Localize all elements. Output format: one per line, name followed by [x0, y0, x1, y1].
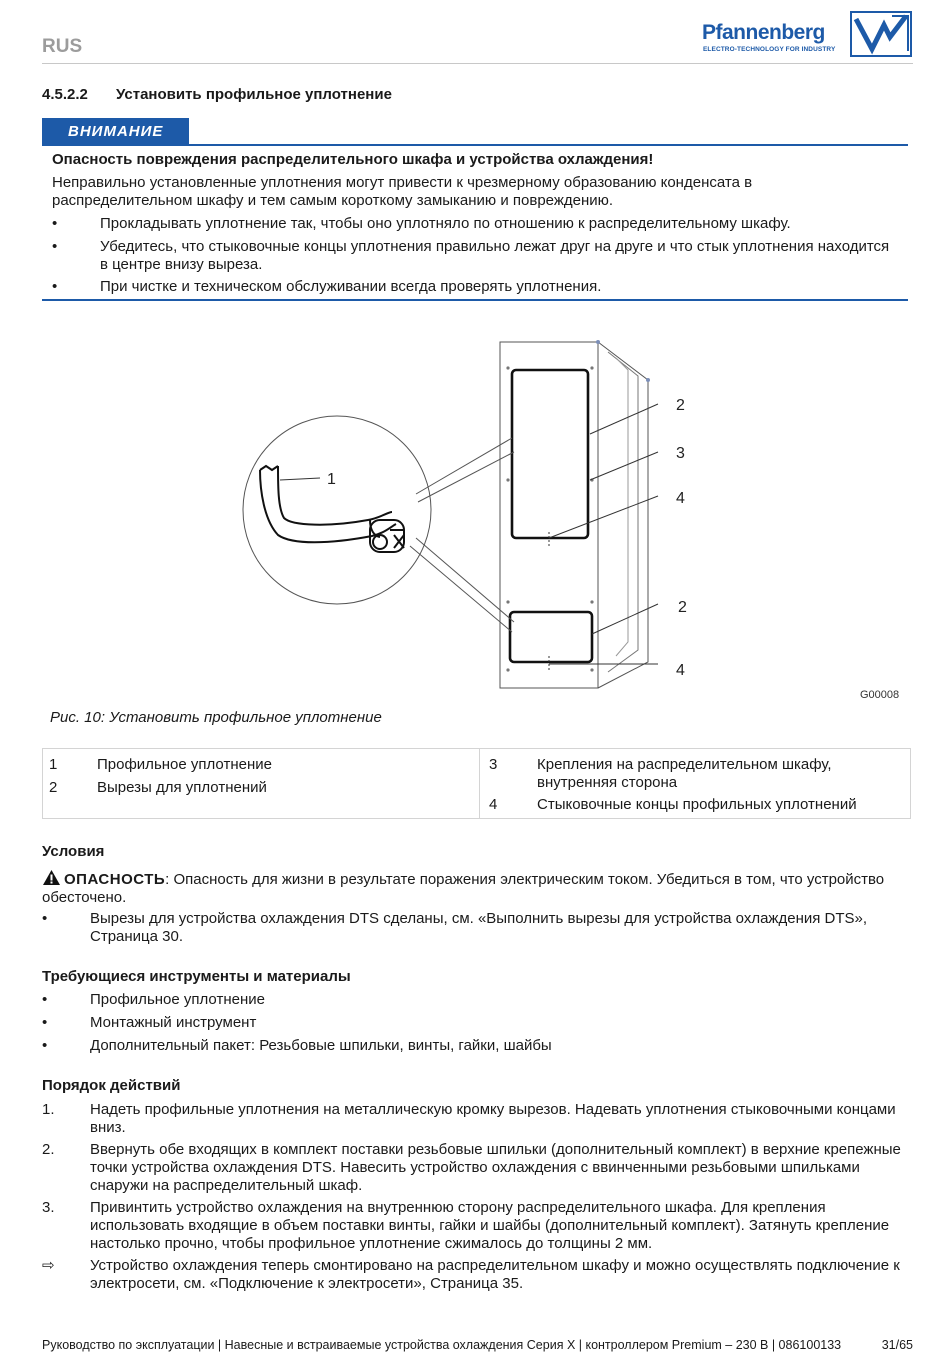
- result-text: Устройство охлаждения теперь смонтировано на распределительном шкафу и можно осуществлять подключение к электросети, см. «Подключение к электросети», Страница 35.: [90, 1257, 900, 1292]
- legend-text: внутренняя сторона: [537, 774, 678, 791]
- warning-bullet-text: Убедитесь, что стыковочные концы уплотнения правильно лежат друг на друге и что стык уплотнения находится в центре внизу выреза.: [100, 238, 890, 273]
- bullet-marker: •: [42, 1037, 48, 1054]
- tools-heading: Требующиеся инструменты и материалы: [42, 968, 351, 985]
- legend-number: 2: [49, 779, 58, 796]
- gasket-installation-figure: [220, 330, 920, 710]
- bullet-marker: •: [52, 215, 58, 232]
- step-marker: 2.: [42, 1141, 55, 1158]
- callout-4-lower: 4: [676, 662, 685, 679]
- legend-number: 4: [489, 796, 498, 813]
- brand-name: Pfannenberg: [702, 21, 825, 44]
- footer-text: Руководство по эксплуатации | Навесные и встраиваемые устройства охлаждения Серия X | контроллером Premium – 230 В | 086100133: [42, 1338, 842, 1352]
- figure-code: G00008: [860, 689, 900, 701]
- brand-mark-icon: [850, 11, 912, 57]
- detail-magnifier: [243, 416, 431, 604]
- brand-tagline: ELECTRO-TECHNOLOGY FOR INDUSTRY: [703, 46, 836, 53]
- step-marker: 3.: [42, 1199, 55, 1216]
- bullet-marker: •: [52, 278, 58, 295]
- language-label: RUS: [42, 36, 83, 57]
- step-text: Привинтить устройство охлаждения на внутреннюю сторону распределительного шкафа. Для крепления использовать входящие в объем поставки винты, гайки и шайбы (дополнительный комплект). Затянуть крепление настолько прочно, чтобы профильное уплотнение сжималось до толщины 2 мм.: [90, 1199, 890, 1252]
- tool-text: Дополнительный пакет: Резьбовые шпильки, винты, гайки, шайбы: [90, 1037, 552, 1054]
- callout-3: 3: [676, 445, 685, 462]
- bullet-marker: •: [52, 238, 58, 255]
- procedure-heading: Порядок действий: [42, 1077, 181, 1094]
- warning-bullet-text: При чистке и техническом обслуживании всегда проверять уплотнения.: [100, 278, 602, 295]
- upper-cutout: [512, 370, 588, 538]
- danger-label: ОПАСНОСТЬ: [64, 871, 166, 888]
- step-text: Надеть профильные уплотнения на металлическую кромку вырезов. Надевать уплотнения стыковочными концами вниз.: [90, 1101, 896, 1136]
- brand-logo: [702, 8, 914, 58]
- danger-text: : Опасность для жизни в результате поражения электрическим током. Убедиться в том, что устройство обесточено.: [42, 871, 885, 906]
- tool-text: Профильное уплотнение: [90, 991, 265, 1008]
- legend-number: 1: [49, 756, 58, 773]
- page-footer: [42, 1337, 913, 1353]
- callout-2-lower: 2: [678, 599, 687, 616]
- section-number: 4.5.2.2: [42, 86, 88, 103]
- figure-caption: Рис. 10: Установить профильное уплотнение: [50, 709, 382, 726]
- warning-top-rule: [42, 144, 908, 146]
- section-title: Установить профильное уплотнение: [116, 86, 392, 103]
- figure-legend-table: [42, 748, 911, 819]
- header-divider: [42, 63, 913, 64]
- warning-bottom-rule: [42, 299, 908, 301]
- bullet-marker: •: [42, 910, 48, 927]
- legend-number: 3: [489, 756, 498, 773]
- warning-triangle-icon: [42, 869, 61, 886]
- condition-text: Вырезы для устройства охлаждения DTS сделаны, см. «Выполнить вырезы для устройства охлаждения DTS», Страница 30.: [90, 910, 868, 945]
- lower-cutout: [510, 612, 592, 662]
- legend-text: Профильное уплотнение: [97, 756, 272, 773]
- tool-text: Монтажный инструмент: [90, 1014, 257, 1031]
- callout-2: 2: [676, 397, 685, 414]
- conditions-heading: Условия: [42, 843, 105, 860]
- warning-label: ВНИМАНИЕ: [42, 118, 189, 145]
- warning-title: Опасность повреждения распределительного шкафа и устройства охлаждения!: [52, 151, 654, 168]
- result-arrow-icon: ⇨: [42, 1257, 55, 1274]
- legend-divider: [479, 749, 480, 818]
- bullet-marker: •: [42, 1014, 48, 1031]
- page-number: 31/65: [881, 1338, 913, 1352]
- bullet-marker: •: [42, 991, 48, 1008]
- section-heading: [42, 86, 392, 104]
- danger-note: [42, 869, 902, 907]
- callout-4: 4: [676, 490, 685, 507]
- warning-intro: Неправильно установленные уплотнения могут привести к чрезмерному образованию конденсата в распределительном шкафу и тем самым короткому замыканию и повреждению.: [52, 174, 753, 209]
- legend-text: Стыковочные концы профильных уплотнений: [537, 796, 857, 813]
- callout-1: 1: [327, 471, 336, 488]
- step-marker: 1.: [42, 1101, 55, 1118]
- cabinet-panel: [500, 342, 598, 688]
- step-text: Ввернуть обе входящих в комплект поставки резьбовые шпильки (дополнительный комплект) в верхние крепежные точки устройства охлаждения DTS. Навесить устройство охлаждения с ввинченными резьбовыми шпильками снаружи на распределительный шкаф.: [90, 1141, 901, 1194]
- legend-text: Вырезы для уплотнений: [97, 779, 267, 796]
- warning-bullet-text: Прокладывать уплотнение так, чтобы оно уплотняло по отношению к распределительному шкафу.: [100, 215, 791, 232]
- cabinet-side: [598, 342, 648, 688]
- legend-text: Крепления на распределительном шкафу,: [537, 756, 832, 773]
